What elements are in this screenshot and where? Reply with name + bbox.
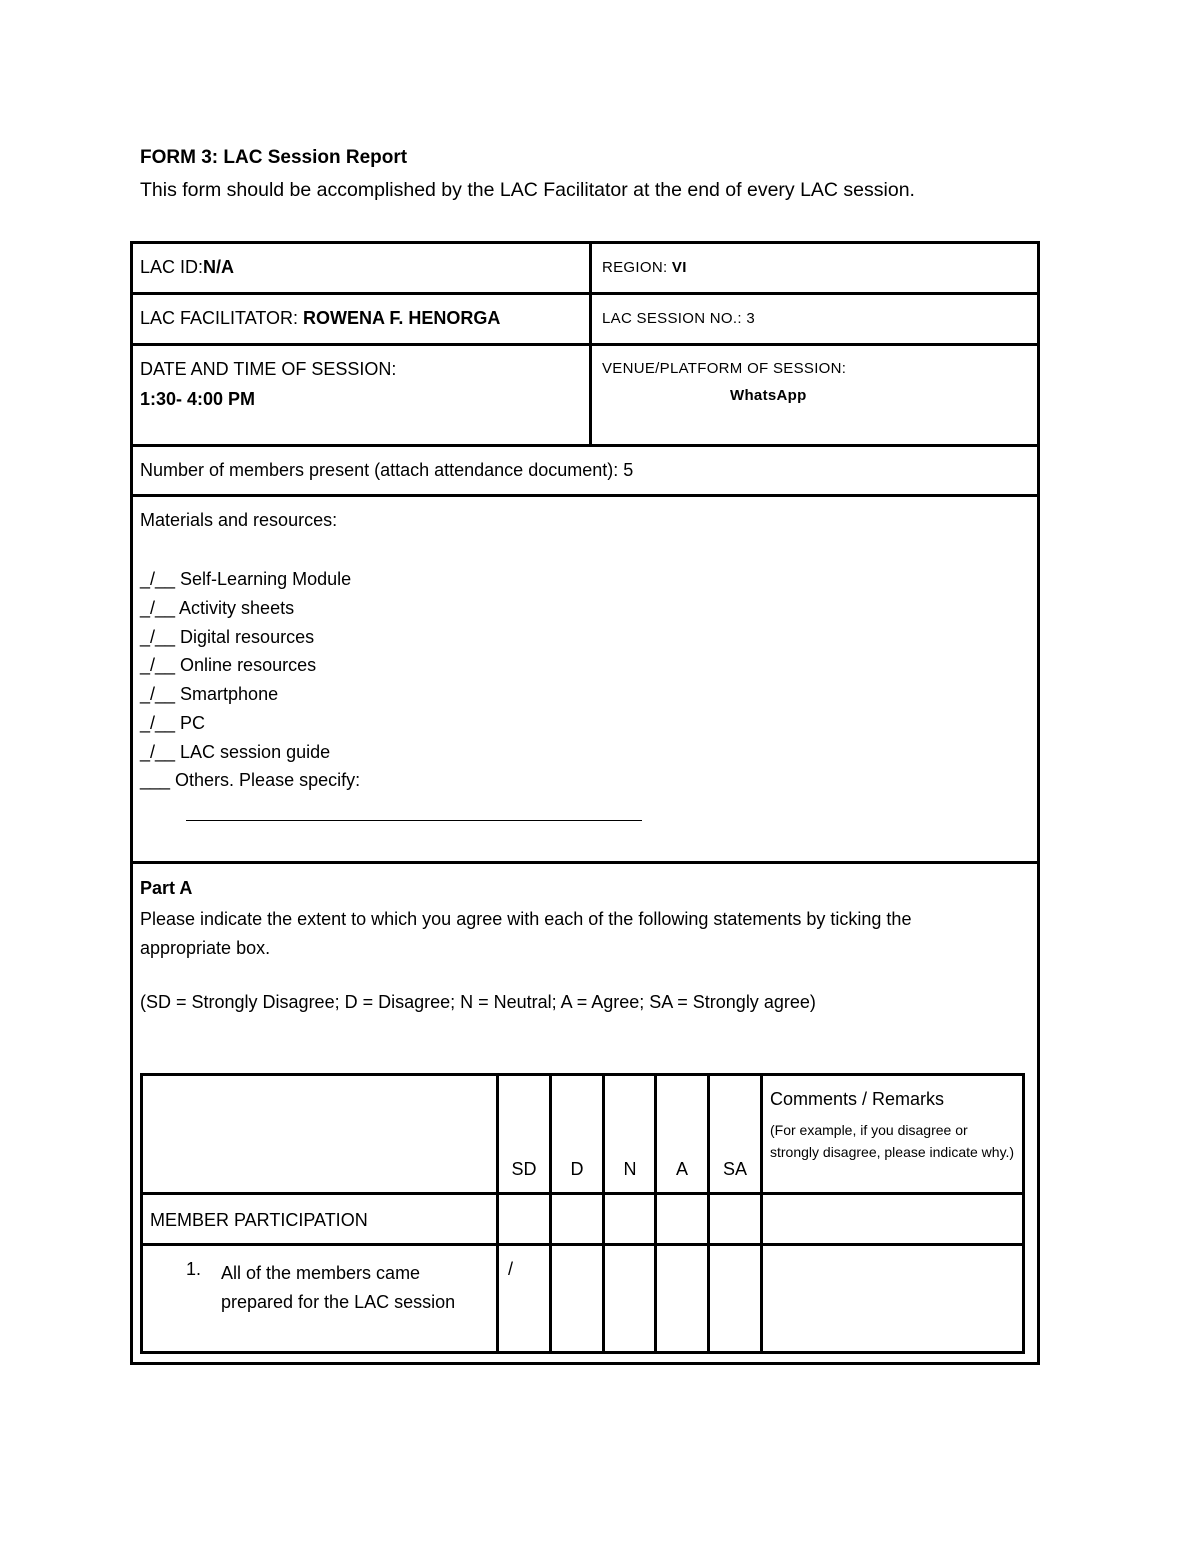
material-item: _/__ Smartphone [140,684,279,704]
lac-id-label: LAC ID: [140,257,204,277]
divider [654,1073,657,1354]
form-instruction: This form should be accomplished by the LAC Facilitator at the end of every LAC session. [140,179,915,201]
datetime-label: DATE AND TIME OF SESSION: [140,359,397,379]
item-statement: All of the members came prepared for the LAC session [221,1263,456,1312]
members-present-field [140,460,633,481]
column-header-n: N [623,1159,637,1179]
material-item: ___ Others. Please specify: [140,770,361,790]
divider [140,1243,1025,1246]
form-title: FORM 3: LAC Session Report [140,147,408,168]
datetime-value: 1:30- 4:00 PM [140,389,256,409]
divider [760,1073,763,1354]
facilitator-field [140,308,500,329]
others-specify-line[interactable] [186,820,642,821]
material-item: _/__ Online resources [140,655,317,675]
column-header-sa: SA [722,1159,747,1179]
divider [602,1073,605,1354]
divider [130,343,1040,346]
material-item: _/__ PC [140,713,206,733]
lac-id-value: N/A [203,257,235,277]
material-item: _/__ LAC session guide [140,742,331,762]
divider [130,494,1040,497]
lac-id-field [140,257,234,278]
divider [130,292,1040,295]
members-present-label: Number of members present (attach attendance document): [140,460,624,480]
comments-header: Comments / Remarks [770,1089,945,1109]
divider [589,241,592,445]
divider [707,1073,710,1354]
column-header-d: D [570,1159,584,1179]
region-value: VI [671,259,687,276]
divider [130,444,1040,447]
column-header-a: A [675,1159,688,1179]
section-member-participation: MEMBER PARTICIPATION [150,1210,368,1230]
divider [496,1073,499,1354]
part-a-title: Part A [140,878,193,898]
item-mark-sd[interactable]: / [508,1259,514,1279]
divider [130,861,1040,864]
region-label: REGION: [602,259,672,276]
venue-value: WhatsApp [730,387,807,404]
materials-title: Materials and resources: [140,510,338,530]
divider [140,1192,1025,1195]
item-number: 1. [186,1259,202,1279]
column-header-sd: SD [511,1159,537,1179]
material-item: _/__ Activity sheets [140,598,295,618]
material-item: _/__ Digital resources [140,627,315,647]
comments-note: (For example, if you disagree or strongly disagree, please indicate why.) [770,1122,1015,1160]
part-a-instruction: Please indicate the extent to which you agree with each of the following statements by ticking the appropriate box. [140,909,912,958]
facilitator-value: ROWENA F. HENORGA [303,308,501,328]
material-item: _/__ Self-Learning Module [140,569,352,589]
facilitator-label: LAC FACILITATOR: [140,308,304,328]
members-present-value: 5 [623,460,634,480]
rating-legend: (SD = Strongly Disagree; D = Disagree; N = Neutral; A = Agree; SA = Strongly agree) [140,992,816,1012]
region-field [602,259,687,276]
session-no-label: LAC SESSION NO.: [602,310,747,327]
venue-label: VENUE/PLATFORM OF SESSION: [602,360,847,377]
session-no-value: 3 [746,310,755,327]
divider [549,1073,552,1354]
session-no-field [602,310,755,327]
